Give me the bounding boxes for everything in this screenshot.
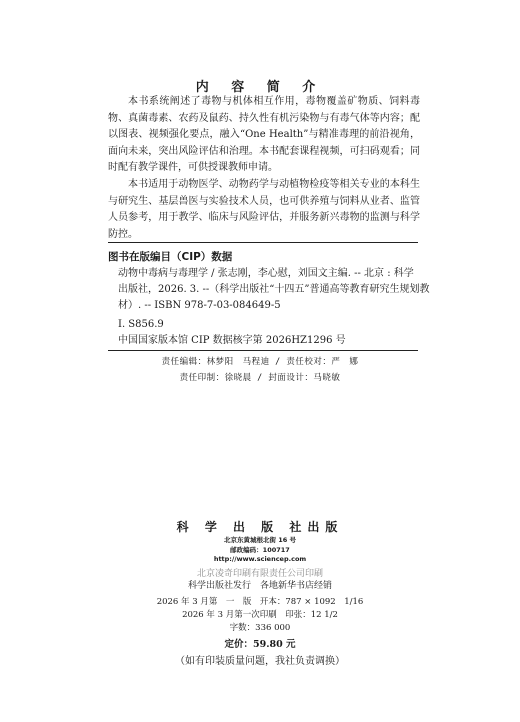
word-count: 字数：336 000 [229, 623, 291, 633]
cip-line-3: 材）. -- ISBN 978-7-03-084649-5 [118, 300, 281, 311]
cip-classification: Ⅰ. S856.9 [118, 319, 164, 330]
edition-line-1: 2026 年 3 月第 一 版 开本：787 × 1092 1/16 [156, 597, 364, 607]
summary-paragraph-2: 本书适用于动物医学、动物药学与动植物检疫等相关专业的本科生与研究生、基层兽医与实验技术人员，也可供养殖与饲料从业者、监管人员参考，用于教学、临床与风险评估，并服务新兴毒物的监测与科学防控。 [108, 179, 420, 240]
cip-top-rule [108, 242, 418, 243]
cip-line-2: 出版社，2026. 3. --（科学出版社“十四五”普通高等教育研究生规划教 [118, 284, 430, 295]
cip-bottom-rule [108, 350, 418, 351]
price: 定价：59.80 元 [224, 639, 296, 650]
cip-catalog-record: 中国国家版本馆 CIP 数据核字第 2026HZ1296 号 [118, 335, 346, 346]
edition-line-2: 2026 年 3 月第一次印刷 印张：12 1/2 [182, 610, 338, 620]
summary-paragraph-1: 本书系统阐述了毒物与机体相互作用，毒物覆盖矿物质、饲料毒物、真菌毒素、农药及鼠药、持久性有机污染物与有毒气体等内容；配以图表、视频强化要点，融入“One Health”与精准毒理的前沿视角，面向未来，突出风险评估和治理。本书配套课程视频，可扫码观看；同时配有教学课件，可供授课教师申请。 [108, 96, 420, 174]
publisher-address: 北京东黄城根北街 16 号 [223, 536, 297, 544]
printer-line: 北京凌奇印刷有限责任公司印刷 [196, 569, 323, 579]
editorial-staff-line-2: 责任印制：徐晓晨 / 封面设计：马晓敏 [179, 373, 341, 383]
publisher-website: http://www.sciencep.com [213, 555, 307, 563]
quality-notice: （如有印装质量问题，我社负责调换） [175, 656, 345, 667]
publisher-postcode: 邮政编码：100717 [230, 546, 290, 554]
summary-title: 内 容 简 介 [195, 80, 325, 95]
editorial-staff-line-1: 责任编辑：林梦阳 马程迪 / 责任校对：严 娜 [161, 357, 359, 367]
cip-line-1: 动物中毒病与毒理学 / 张志刚，李心慰，刘国文主编. -- 北京 : 科学 [118, 268, 414, 279]
distribution-line: 科学出版社发行 各地新华书店经销 [187, 581, 332, 591]
publisher-name: 科 学 出 版 社出版 [176, 520, 344, 534]
cip-heading: 图书在版编目（CIP）数据 [108, 251, 233, 263]
